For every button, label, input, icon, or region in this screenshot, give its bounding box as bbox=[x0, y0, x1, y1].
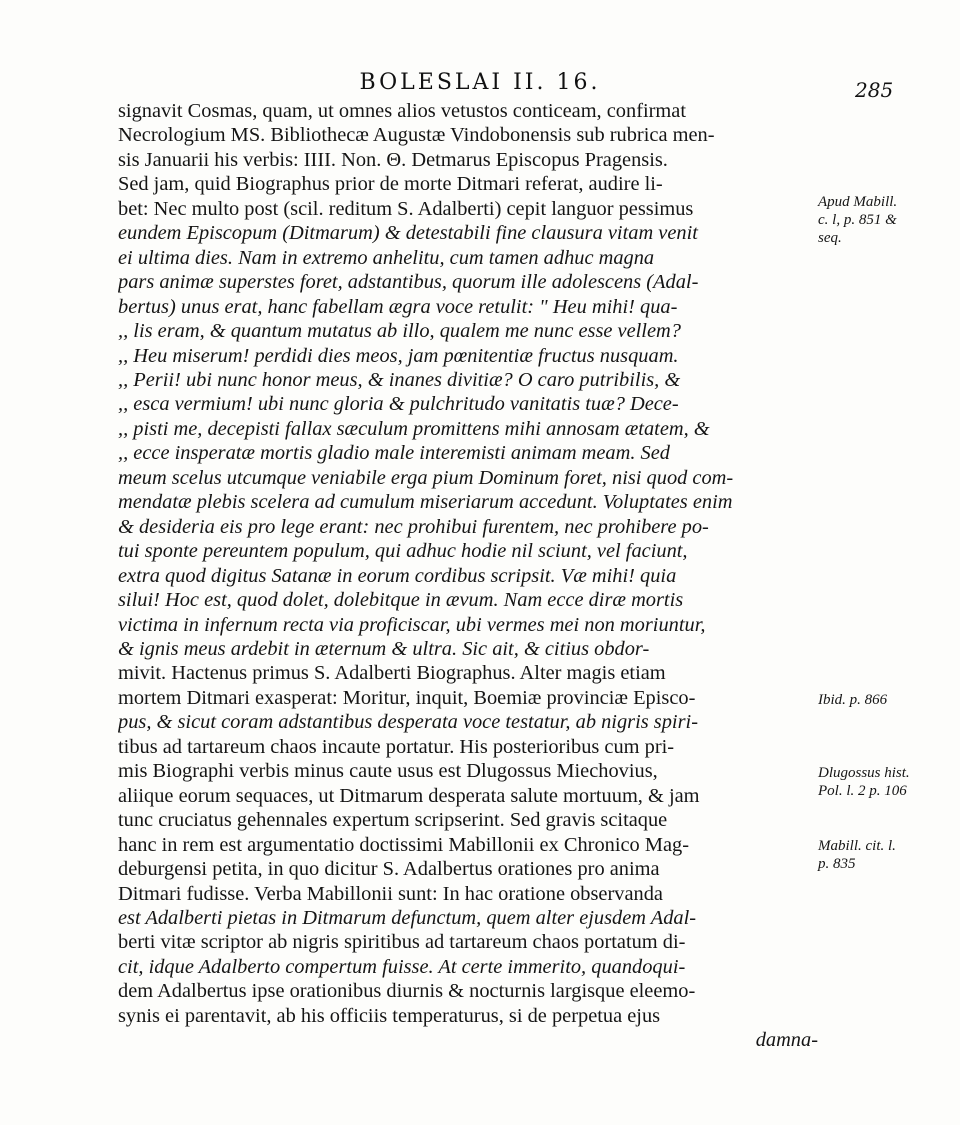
text-line: mendatæ plebis scelera ad cumulum miseriarum accedunt. Voluptates enim bbox=[118, 491, 733, 514]
text-line: & ignis meus ardebit in æternum & ultra. Sic ait, & citius obdor- bbox=[118, 637, 650, 660]
text-line: signavit Cosmas, quam, ut omnes alios vetustos conticeam, confirmat bbox=[118, 100, 687, 122]
margin-note bbox=[818, 691, 887, 709]
text-line: silui! Hoc est, quod dolet, dolebitque in ævum. Nam ecce diræ mortis bbox=[118, 589, 684, 612]
text-line: ,, Perii! ubi nunc honor meus, & inanes divitiæ? O caro putribilis, & bbox=[118, 368, 681, 391]
margin-note-line: Pol. l. 2 p. 106 bbox=[818, 783, 907, 799]
margin-note bbox=[818, 193, 897, 247]
text-line: tunc cruciatus gehennales expertum scripserint. Sed gravis scitaque bbox=[118, 809, 668, 832]
text-line: synis ei parentavit, ab his officiis temperaturus, si de perpetua ejus bbox=[118, 1004, 661, 1027]
margin-note-line: Mabill. cit. l. bbox=[818, 838, 896, 854]
margin-note bbox=[818, 837, 896, 873]
text-line: & desideria eis pro lege erant: nec prohibui furentem, nec prohibere po- bbox=[118, 515, 709, 538]
margin-note-line: seq. bbox=[818, 230, 842, 246]
text-line: mivit. Hactenus primus S. Adalberti Biographus. Alter magis etiam bbox=[118, 662, 666, 685]
text-line: bertus) unus erat, hanc fabellam ægra voce retulit: " Heu mihi! qua- bbox=[118, 295, 678, 318]
text-line: Ditmari fudisse. Verba Mabillonii sunt: In hac oratione observanda bbox=[118, 882, 663, 905]
text-line: tui sponte pereuntem populum, qui adhuc hodie nil sciunt, vel faciunt, bbox=[118, 540, 688, 563]
margin-note-line: Apud Mabill. bbox=[818, 194, 898, 210]
text-line: aliique eorum sequaces, ut Ditmarum desperata salute mortuum, & jam bbox=[118, 784, 700, 807]
page-number: 285 bbox=[855, 78, 894, 102]
margin-note-line: c. l, p. 851 & bbox=[818, 212, 897, 228]
text-line: meum scelus utcumque veniabile erga pium Dominum foret, nisi quod com- bbox=[118, 466, 734, 489]
text-line: eundem Episcopum (Ditmarum) & detestabili fine clausura vitam venit bbox=[118, 222, 698, 245]
text-line: pars animæ superstes foret, adstantibus, quorum ille adolescens (Adal- bbox=[118, 271, 699, 294]
page-header bbox=[0, 70, 960, 100]
text-line: mortem Ditmari exasperat: Moritur, inquit, Boemiæ provinciæ Episco- bbox=[118, 686, 696, 709]
text-line: tibus ad tartareum chaos incaute portatur. His posterioribus cum pri- bbox=[118, 735, 675, 758]
margin-note-line: p. 835 bbox=[818, 856, 856, 872]
text-line: extra quod digitus Satanæ in eorum cordibus scripsit. Væ mihi! quia bbox=[118, 564, 677, 587]
margin-note-line: Ibid. p. 866 bbox=[818, 692, 888, 708]
running-head: BOLESLAI II. 16. bbox=[359, 70, 601, 95]
text-line: ,, Heu miserum! perdidi dies meos, jam pœnitentiæ fructus nusquam. bbox=[118, 344, 679, 367]
text-line: est Adalberti pietas in Ditmarum defunctum, quem alter ejusdem Adal- bbox=[118, 906, 697, 929]
text-line: hanc in rem est argumentatio doctissimi Mabillonii ex Chronico Mag- bbox=[118, 833, 690, 856]
text-line: sis Januarii his verbis: IIII. Non. Θ. Detmarus Episcopus Pragensis. bbox=[118, 148, 668, 171]
text-line: pus, & sicut coram adstantibus desperata voce testatur, ab nigris spiri- bbox=[118, 711, 698, 734]
text-line: Sed jam, quid Biographus prior de morte Ditmari referat, audire li- bbox=[118, 173, 663, 196]
text-line: ,, pisti me, decepisti fallax sæculum promittens mihi annosam ætatem, & bbox=[118, 417, 710, 440]
text-line: deburgensi petita, in quo dicitur S. Adalbertus orationes pro anima bbox=[118, 858, 660, 881]
margin-note bbox=[818, 764, 910, 800]
body-text bbox=[118, 99, 826, 1053]
text-line: bet: Nec multo post (scil. reditum S. Adalberti) cepit languor pessimus bbox=[118, 197, 694, 220]
text-line: dem Adalbertus ipse orationibus diurnis & nocturnis largisque eleemo- bbox=[118, 980, 696, 1003]
text-line: victima in infernum recta via proficiscar, ubi vermes mei non moriuntur, bbox=[118, 613, 706, 636]
text-line: mis Biographi verbis minus caute usus est Dlugossus Miechovius, bbox=[118, 760, 658, 783]
text-line: ,, esca vermium! ubi nunc gloria & pulchritudo vanitatis tuæ? Dece- bbox=[118, 393, 679, 416]
text-line: Necrologium MS. Bibliothecæ Augustæ Vindobonensis sub rubrica men- bbox=[118, 124, 715, 147]
margin-note-line: Dlugossus hist. bbox=[818, 765, 910, 781]
text-line: ,, lis eram, & quantum mutatus ab illo, qualem me nunc esse vellem? bbox=[118, 320, 681, 343]
text-line: ei ultima dies. Nam in extremo anhelitu, cum tamen adhuc magna bbox=[118, 246, 655, 269]
text-line: ,, ecce insperatæ mortis gladio male interemisti animam meam. Sed bbox=[118, 442, 670, 465]
text-line: cit, idque Adalberto compertum fuisse. At certe immerito, quandoqui- bbox=[118, 955, 686, 978]
text-line: berti vitæ scriptor ab nigris spiritibus ad tartareum chaos portatum di- bbox=[118, 931, 686, 954]
catchword: damna- bbox=[755, 1029, 818, 1052]
